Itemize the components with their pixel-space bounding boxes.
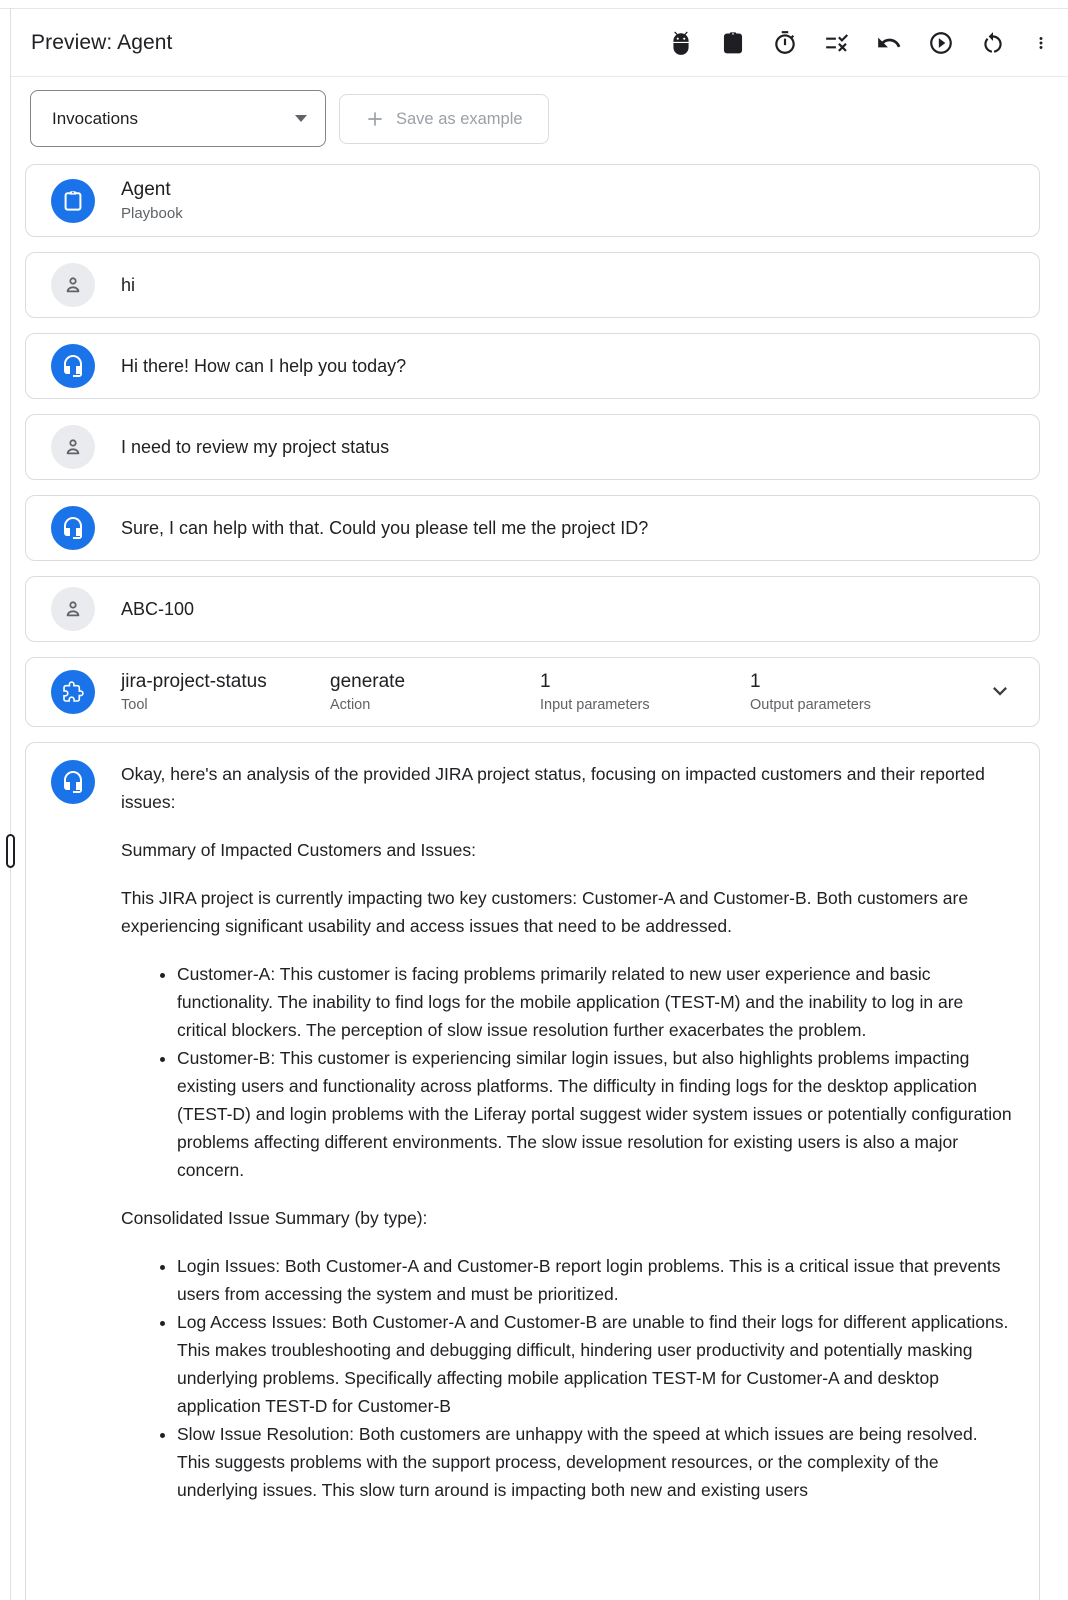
person-icon bbox=[61, 273, 85, 297]
chevron-down-icon bbox=[986, 677, 1014, 705]
save-as-example-label: Save as example bbox=[396, 109, 523, 128]
tool-avatar bbox=[51, 670, 95, 714]
save-as-example-button[interactable] bbox=[339, 94, 549, 144]
user-message-text: hi bbox=[121, 274, 136, 295]
analysis-section1-bullets bbox=[121, 960, 1015, 1184]
user-message-text: I need to review my project status bbox=[121, 436, 390, 457]
bullet-login-issues: • Login Issues: Both Customer-A and Customer-B report login problems. This is a critical issue that prevents users from accessing the system and must be prioritized. bbox=[177, 1252, 1015, 1308]
person-icon bbox=[61, 435, 85, 459]
clipboard-icon bbox=[61, 189, 85, 213]
analysis-intro: Okay, here's an analysis of the provided JIRA project status, focusing on impacted customers and their reported issues: bbox=[121, 764, 985, 812]
assignment-icon[interactable] bbox=[720, 30, 746, 56]
tool-output-label: Output parameters bbox=[750, 696, 871, 713]
person-icon bbox=[61, 597, 85, 621]
header-toolbar bbox=[668, 30, 1050, 56]
tool-invocation-card[interactable] bbox=[25, 657, 1040, 727]
agent-message-text: Hi there! How can I help you today? bbox=[121, 355, 407, 376]
expand-tool-card-button[interactable] bbox=[985, 677, 1015, 707]
invocations-dropdown[interactable] bbox=[30, 90, 326, 147]
bullet-slow-issue-resolution: • Slow Issue Resolution: Both customers are unhappy with the speed at which issues are being resolved. This suggests problems with the support process, development resources, or the complexity of the underlying issues. This slow turn around is impacting both new and existing users bbox=[177, 1420, 1015, 1504]
headset-icon bbox=[61, 354, 85, 378]
headset-icon bbox=[61, 516, 85, 540]
panel-header bbox=[11, 9, 1068, 77]
agent-avatar bbox=[51, 760, 95, 804]
restart-icon[interactable] bbox=[980, 30, 1006, 56]
tool-name: jira-project-status bbox=[121, 670, 267, 692]
adb-icon[interactable] bbox=[668, 30, 694, 56]
undo-icon[interactable] bbox=[876, 30, 902, 56]
analysis-section1-para: This JIRA project is currently impacting two key customers: Customer-A and Customer-B. Both customers are experiencing significant usability and access issues that need to be addressed. bbox=[121, 888, 969, 936]
bullet-customer-a: • Customer-A: This customer is facing problems primarily related to new user experience and basic functionality. The inability to find logs for the mobile application (TEST-M) and the inability to log in are critical blockers. The perception of slow issue resolution further exacerbates the problem. bbox=[177, 960, 1015, 1044]
page-title: Preview: Agent bbox=[31, 30, 173, 54]
tool-output-count: 1 bbox=[750, 670, 761, 692]
user-message-card bbox=[25, 252, 1040, 318]
preview-toolbar bbox=[11, 77, 1068, 147]
playbook-card bbox=[25, 164, 1040, 237]
tool-input-count: 1 bbox=[540, 670, 551, 692]
user-message-card bbox=[25, 414, 1040, 480]
agent-message-card bbox=[25, 333, 1040, 399]
play-circle-icon[interactable] bbox=[928, 30, 954, 56]
tool-action-label: Action bbox=[330, 696, 371, 713]
analysis-section1-heading: Summary of Impacted Customers and Issues: bbox=[121, 840, 476, 860]
bullet-log-access-issues: • Log Access Issues: Both Customer-A and Customer-B are unable to find their logs for different applications. This makes troubleshooting and debugging difficult, hindering user productivity and potentially masking underlying problems. Specifically affecting mobile application TEST-M for Customer-A and desktop application TEST-D for Customer-B bbox=[177, 1308, 1015, 1420]
tool-input-label: Input parameters bbox=[540, 696, 650, 713]
user-avatar bbox=[51, 263, 95, 307]
conversation-list bbox=[11, 147, 1068, 1600]
analysis-section2-bullets bbox=[121, 1252, 1015, 1504]
playbook-avatar bbox=[51, 179, 95, 223]
tool-action: generate bbox=[330, 670, 406, 692]
bullet-customer-b: • Customer-B: This customer is experiencing similar login issues, but also highlights problems impacting existing users and functionality across platforms. The difficulty in finding logs for the desktop application (TEST-D) and login problems with the Liferay portal suggest wider system issues or potentially configuration problems affecting different environments. The slow issue resolution for existing users is also a major concern. bbox=[177, 1044, 1015, 1184]
user-avatar bbox=[51, 425, 95, 469]
tool-name-label: Tool bbox=[121, 696, 148, 713]
agent-message-card bbox=[25, 495, 1040, 561]
rule-icon[interactable] bbox=[824, 30, 850, 56]
playbook-subtitle: Playbook bbox=[121, 205, 183, 222]
chevron-down-icon bbox=[295, 115, 307, 122]
analysis-section2-heading: Consolidated Issue Summary (by type): bbox=[121, 1208, 428, 1228]
agent-message-text: Sure, I can help with that. Could you please tell me the project ID? bbox=[121, 517, 649, 538]
agent-avatar bbox=[51, 506, 95, 550]
user-message-card bbox=[25, 576, 1040, 642]
agent-analysis-card bbox=[25, 742, 1040, 1600]
puzzle-icon bbox=[61, 680, 85, 704]
plus-icon bbox=[365, 109, 385, 129]
agent-avatar bbox=[51, 344, 95, 388]
user-avatar bbox=[51, 587, 95, 631]
panel-resize-handle[interactable] bbox=[6, 834, 15, 868]
preview-agent-panel bbox=[11, 9, 1068, 1600]
user-message-text: ABC-100 bbox=[121, 598, 195, 619]
timer-icon[interactable] bbox=[772, 30, 798, 56]
headset-icon bbox=[61, 770, 85, 794]
agent-analysis-text bbox=[121, 760, 1015, 1524]
playbook-title: Agent bbox=[121, 179, 171, 200]
more-vert-icon[interactable] bbox=[1032, 30, 1050, 56]
invocations-dropdown-label: Invocations bbox=[52, 108, 138, 128]
